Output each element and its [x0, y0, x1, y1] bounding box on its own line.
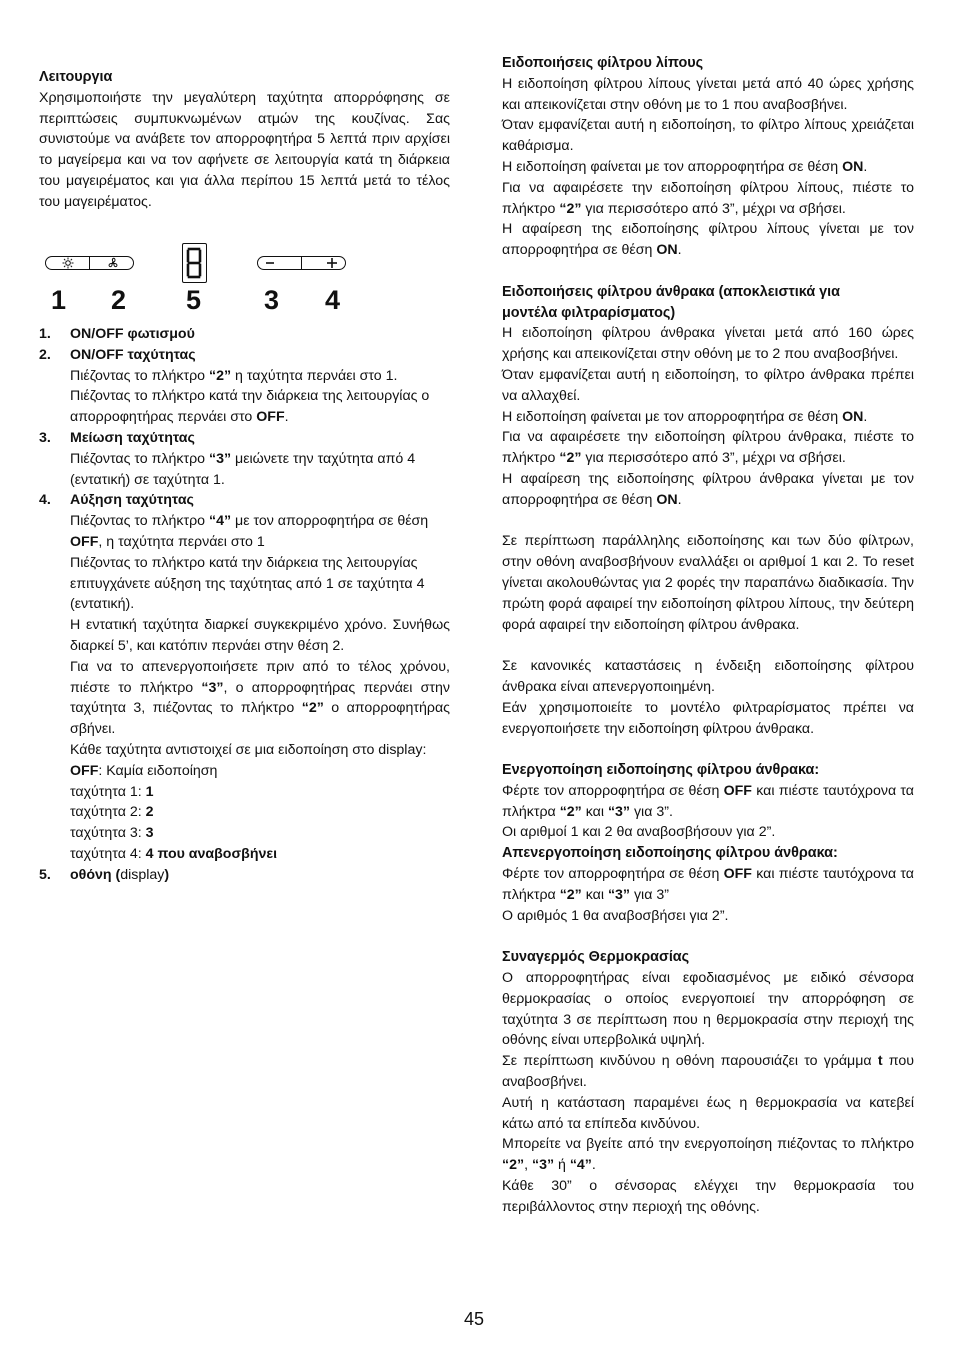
list-text: Πιέζοντας το πλήκτρο “4” με τον απορροφητήρα σε θέση OFF, η ταχύτητα περνάει στο 1 — [70, 513, 429, 550]
paragraph: Η ειδοποίηση φαίνεται με τον απορροφητήρα σε θέση ON. — [502, 158, 868, 175]
intro-paragraph: Χρησιμοποιήστε την μεγαλύτερη ταχύτητα απορρόφησης σε περιπτώσεις συμπυκνωμένων ατμών της κουζίνας. Σας συνιστούμε να ανάβετε τον απορροφητήρα 5 λεπτά πριν αρχίσει το μαγείρεμα και να τον αφήνετε σε λειτουργία κατά τη διάρκεια του μαγειρέματος και για άλλα περίπου 15 λεπτά μετά το τέλος του μαγειρέματος. — [39, 89, 450, 210]
list-item-title: οθόνη (display) — [70, 866, 170, 883]
list-item-1: 1. ON/OFF φωτισμού — [39, 324, 450, 345]
list-item-title: ON/OFF φωτισμού — [70, 326, 195, 342]
light-icon — [60, 257, 76, 269]
paragraph: Κάθε 30” ο σένσορας ελέγχει την θερμοκρασία του περιβάλλοντος στην περιοχή της οθόνης. — [502, 1178, 914, 1215]
seven-segment-digit-icon — [185, 247, 203, 279]
paragraph: Μπορείτε να βγείτε από την ενεργοποίηση πιέζοντας το πλήκτρο “2”, “3” ή “4”. — [502, 1136, 914, 1174]
key-number-3: 3 — [264, 285, 280, 315]
paragraph: Αυτή η κατάσταση παραμένει έως η θερμοκρασία να κατεβεί κάτω από τα επίπεδα κινδύνου. — [502, 1094, 914, 1132]
section-title-carbon-filter: Ειδοποιήσεις φίλτρου άνθρακα (αποκλειστικά για μοντέλα φιλτραρίσματος) — [502, 283, 841, 321]
light-fan-buttons — [45, 256, 134, 270]
list-text: Η εντατική ταχύτητα διαρκεί συγκεκριμένο χρόνο. Συνήθως διαρκεί 5’, και κατόπιν περνάει στην θέση 2. — [70, 617, 450, 654]
plus-icon — [325, 257, 339, 269]
display-window — [182, 243, 207, 283]
paragraph: Για να αφαιρέσετε την ειδοποίηση φίλτρου λίπους, πιέστε το πλήκτρο “2” για περισσότερο από 3”, μέχρι να σβήσει. — [502, 179, 914, 217]
list-item-title: Αύξηση ταχύτητας — [70, 492, 194, 509]
paragraph: Φέρτε τον απορροφητήρα σε θέση OFF και πιέστε ταυτόχρονα τα πλήκτρα “2” και “3” για 3” — [502, 866, 914, 903]
speed-2: ταχύτητα 2: 2 — [70, 804, 154, 821]
list-text: Πιέζοντας το πλήκτρο κατά την διάρκεια της λειτουργίας ο απορροφητήρας περνάει στο OFF. — [70, 388, 430, 426]
minus-icon — [263, 257, 277, 269]
list-item-5: 5. οθόνη (display) — [39, 865, 450, 886]
section-title-grease-filter: Ειδοποιήσεις φίλτρου λίπους — [502, 55, 704, 71]
fan-icon — [105, 257, 121, 269]
paragraph: Φέρτε τον απορροφητήρα σε θέση OFF και πιέστε ταυτόχρονα τα πλήκτρα “2” και “3” για 3”. — [502, 782, 914, 820]
key-number-2: 2 — [111, 285, 127, 315]
left-column — [39, 67, 450, 213]
paragraph: Η αφαίρεση της ειδοποίησης φίλτρου άνθρακα γίνεται με τον απορροφητήρα σε θέση ON. — [502, 470, 914, 508]
paragraph: Η ειδοποίηση φίλτρου λίπους γίνεται μετά από 40 ώρες χρήσης και απεικονίζεται στην οθόνη με το 1 που αναβοσβήνει. — [502, 75, 914, 113]
key-number-4: 4 — [325, 285, 341, 315]
paragraph: Όταν εμφανίζεται αυτή η ειδοποίηση, το φίλτρο λίπους χρειάζεται καθάρισμα. — [502, 117, 914, 155]
paragraph: Σε περίπτωση παράλληλης ειδοποίησης και των δύο φίλτρων, στην οθόνη αναβοσβήνουν εναλλάξει οι αριθμοί 1 και 2. Το reset γίνεται ακολουθώντας για 2 φορές την παραπάνω διαδικασία. Την πρώτη φορά αφαιρεί την ειδοποίηση φίλτρου λίπους, την δεύτερη φορά αφαιρεί την ειδοποίηση φίλτρου άνθρακα. — [502, 533, 914, 633]
paragraph: Όταν εμφανίζεται αυτή η ειδοποίηση, το φίλτρο άνθρακα πρέπει να αλλαχθεί. — [502, 366, 914, 404]
list-item-3: 3. Μείωση ταχύτητας Πιέζοντας το πλήκτρο “3” μειώνετε την ταχύτητα από 4 (εντατική) σε ταχύτητα 1. — [39, 428, 450, 490]
page-number: 45 — [464, 1309, 485, 1329]
list-item-2: 2. ON/OFF ταχύτητας Πιέζοντας το πλήκτρο “2” η ταχύτητα περνάει στο 1. Πιέζοντας το πλήκτρο κατά την διάρκεια της λειτουργίας ο απορροφητήρας περνάει στο OFF. — [39, 345, 450, 428]
speed-1: ταχύτητα 1: 1 — [70, 783, 154, 800]
speed-off: OFF: Καμία ειδοποίηση — [70, 762, 218, 779]
section-title-operation: Λειτουργια — [39, 69, 113, 85]
paragraph: Για να αφαιρέσετε την ειδοποίηση φίλτρου άνθρακα, πιέστε το πλήκτρο “2” για περισσότερο από 3”, μέχρι να σβήσει. — [502, 429, 914, 467]
list-text: Πιέζοντας το πλήκτρο κατά την διάρκεια της λειτουργίας επιτυγχάνετε αύξηση της ταχύτητας από 1 σε ταχύτητα 4 (εντατική). — [70, 554, 425, 613]
list-item-title: Μείωση ταχύτητας — [70, 429, 195, 446]
list-item-4: 4. Αύξηση ταχύτητας Πιέζοντας το πλήκτρο “4” με τον απορροφητήρα σε θέση OFF, η ταχύτητα περνάει στο 1 Πιέζοντας το πλήκτρο κατά την διάρκεια της λειτουργίας επιτυγχάνετε αύξηση της ταχύτητας από 1 σε ταχύτητα 4 (εντατική). Η εντατική ταχύτητα διαρκεί συγκεκριμένο χρόνο. Συνήθως διαρκεί 5’, και κατόπιν περνάει στην θέση 2. Για να το απενεργοποιήσετε πριν από το τέλος χρόνου, πιέστε το πλήκτρο “3”, ο απορροφητήρας περνάει στην ταχύτητα 3, πιέζοντας το πλήκτρο “2” ο απορροφητήρας σβήνει. Κάθε ταχύτητα αντιστοιχεί σε μια ειδοποίηση στο display: OFF: Καμία ειδοποίηση ταχύτητα 1: 1 ταχύτητα 2: 2 ταχύτητα 3: 3 ταχύτητα 4: 4 που αναβοσβήνει — [39, 490, 450, 864]
controls-list — [39, 324, 450, 886]
paragraph: Η αφαίρεση της ειδοποίησης φίλτρου λίπους γίνεται με τον απορροφητήρα σε θέση ON. — [502, 221, 914, 259]
list-text: Πιέζοντας το πλήκτρο “2” η ταχύτητα περνάει στο 1. — [70, 367, 398, 384]
paragraph: Σε περίπτωση κινδύνου η οθόνη παρουσιάζει το γράμμα t που αναβοσβήνει. — [502, 1053, 914, 1091]
key-number-1: 1 — [51, 285, 67, 315]
paragraph: Οι αριθμοί 1 και 2 θα αναβοσβήσουν για 2”. — [502, 824, 776, 841]
section-title-disable-carbon: Απενεργοποίηση ειδοποίησης φίλτρου άνθρακα: — [502, 845, 838, 862]
section-title-enable-carbon: Ενεργοποίηση ειδοποίησης φίλτρου άνθρακα: — [502, 762, 820, 779]
right-column — [502, 53, 914, 1218]
paragraph: Η ειδοποίηση φίλτρου άνθρακα γίνεται μετά από 160 ώρες χρήσης και απεικονίζεται στην οθόνη με το 2 που αναβοσβήνει. — [502, 325, 914, 363]
minus-plus-buttons — [257, 256, 346, 270]
list-text: Για να το απενεργοποιήσετε πριν από το τέλος χρόνου, πιέστε το πλήκτρο “3”, ο απορροφητήρας περνάει στην ταχύτητα 3, πιέζοντας το πλήκτρο “2” ο απορροφητήρας σβήνει. — [70, 658, 450, 738]
list-item-title: ON/OFF ταχύτητας — [70, 346, 196, 363]
paragraph: Ο αριθμός 1 θα αναβοσβήσει για 2”. — [502, 907, 729, 924]
list-text: Κάθε ταχύτητα αντιστοιχεί σε μια ειδοποίηση στο display: — [70, 741, 427, 758]
paragraph: Ο απορροφητήρας είναι εφοδιασμένος με ειδικό σένσορα θερμοκρασίας ο οποίος ενεργοποιεί την απορρόφηση σε ταχύτητα 3 σε περίπτωση που η θερμοκρασία στην περιοχή της οθόνης είναι υπερβολικά υψηλή. — [502, 970, 914, 1049]
speed-4: ταχύτητα 4: 4 που αναβοσβήνει — [70, 845, 278, 862]
speed-3: ταχύτητα 3: 3 — [70, 825, 154, 842]
key-number-5: 5 — [186, 285, 202, 315]
paragraph: Εάν χρησιμοποιείτε το μοντέλο φιλτραρίσματος πρέπει να ενεργοποιήσετε την ειδοποίηση φίλτρου άνθρακα. — [502, 699, 914, 737]
list-text: Πιέζοντας το πλήκτρο “3” μειώνετε την ταχύτητα από 4 (εντατική) σε ταχύτητα 1. — [70, 450, 416, 488]
paragraph: Η ειδοποίηση φαίνεται με τον απορροφητήρα σε θέση ON. — [502, 408, 868, 425]
section-title-temperature-alarm: Συναγερμός Θερμοκρασίας — [502, 949, 690, 966]
control-panel-diagram — [39, 240, 359, 320]
paragraph: Σε κανονικές καταστάσεις η ένδειξη ειδοποίησης φίλτρου άνθρακα είναι απενεργοποιημένη. — [502, 658, 914, 695]
